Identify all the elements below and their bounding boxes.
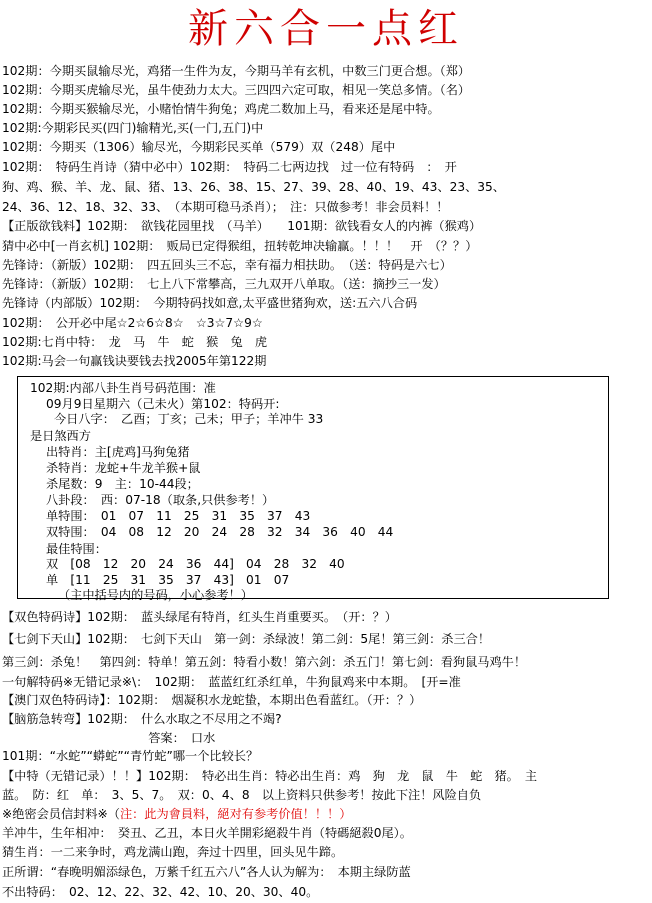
box-line: 杀特肖：龙蛇+牛龙羊猴+鼠 [46,461,201,475]
text-line-content: ※绝密会员信封料※（ [2,807,120,821]
text-line: 102期:七肖中特： 龙 马 牛 蛇 猴 兔 虎 [2,335,268,349]
text-line [2,653,650,672]
text-line [2,786,650,805]
box-line: 最佳特围： [46,542,107,556]
member-note: 注：此为會員料，絕对有参考价值！！！） [119,807,352,821]
text-line-content: 第三剑：杀兔！ 第四剑：特单！第五剑：特看小数！第六剑：杀五门！第七剑：看狗鼠马鸡牛！ [2,655,527,669]
text-line: 102期:马会一句赢钱诀要钱去找2005年第122期 [2,354,267,368]
text-line-content: 【七剑下天山】102期： 七剑下天山 第一剑：杀绿波！第二剑：5尾！第三剑：杀三合！ [2,632,491,646]
box-line: 出特肖：主[虎鸡]马狗兔猪 [46,445,190,459]
text-line-content: 蓝。 防：红 单： 3、5、7。 双：0、4、8 以上资料只供参考！按此下注！风险自负 [2,788,482,802]
text-line-content: 【澳门双色特码诗】：102期： 烟凝积水龙蛇蛰，本期出色看蓝红。（开：？） [2,693,422,707]
text-line: 102期： 特码生肖诗（猜中必中）102期： 特码二七两边找 过一位有特码 ： 开 [2,160,457,174]
text-line [2,824,650,843]
text-line-content: 101期：“水蛇”“蟒蛇”“青竹蛇”哪一个比较长？ [2,749,259,763]
box-line: 今日八字： 乙酉；丁亥；己未；甲子；羊冲牛 33 [54,412,324,426]
box-line: 八卦段： 西：07-18（取条,只供参考！） [46,493,275,507]
text-line [2,747,650,766]
text-line: 102期：今期买（1306）输尽光，今期彩民买单（579）双（248）尾中 [2,140,396,154]
bagua-range-box [17,376,609,602]
box-line: （主中括号内的号码，小心参考！） [58,588,253,602]
text-line [2,691,650,710]
box-line: 102期:内部八卦生肖号码范围：准 [30,381,216,395]
page-title: 新六合一点红 [188,6,464,52]
text-line-content: 【双色特码诗】102期： 蓝头绿尾有特肖，红头生肖重要买。 （开：？） [2,610,397,624]
text-line [2,863,650,882]
text-line-content: 猜生肖：一二来争时，鸡龙满山跑，奔过十四里，回头见牛蹄。 [2,845,344,859]
text-line-content: 羊冲牛，生年相冲： 癸丑、乙丑，本日火羊開彩絕殺牛肖（特碼絕殺0尾）。 [2,826,412,840]
text-line: 猜中必中[一肖玄机] 102期： 贩局已定得猴组，扭转乾坤决输赢。！！！ 开 （？？） [2,239,478,253]
text-line: 102期：今期买虎输尽光，虽牛使劲力太大。三四四六定可取，相见一笑总多情。（名） [2,83,471,97]
box-line: 单特围： 01 07 11 25 31 35 37 43 [46,509,311,523]
text-line-content: 一句解特码※无错记录※\： 102期： 蓝蓝红红杀红单，牛狗鼠鸡来中本期。 [开=准 [2,675,461,689]
text-line: 102期:今期彩民买(四门)输精光,买(一门,五门)中 [2,121,264,135]
text-line: 先锋诗：（新版）102期： 七上八下常攀高，三九双开八单取。（送：摘抄三一发） [2,277,446,291]
text-line [2,843,650,862]
text-line: 102期：今期买猴输尽光，小赌怡情牛狗兔；鸡虎二数加上马，看来还是尾中特。 [2,102,440,116]
text-line-content: 正所谓：“春晚明媚添绿色，万紫千红五六八”各人认为解为： 本期主绿防蓝 [2,865,411,879]
text-line [2,608,650,627]
text-line-content: 【脑筋急转弯】102期： 什么水取之不尽用之不竭? [2,712,282,726]
text-line [2,805,650,824]
box-line: 杀尾数：9 主：10-44段； [46,477,199,491]
text-line [2,767,650,786]
box-line: 双特围： 04 08 12 20 24 28 32 34 36 40 44 [46,525,394,539]
text-line: 24、36、12、18、32、33、 （本期可稳马杀肖）； 注：只做参考！非会员料！！ [2,200,449,214]
text-line: 先锋诗：（新版）102期： 四五回头三不忘，幸有福力相扶助。 （送：特码是六七） [2,258,452,272]
box-line: 09月9日星期六（己未火）第102：特码开: [46,397,280,411]
text-line: 先锋诗（内部版）102期： 今期特码找如意,太平盛世猪狗欢，送:五六八合码 [2,296,418,310]
box-line: 双 [08 12 20 24 36 44] 04 28 32 40 [46,557,345,571]
text-line-content: 【中特（无错记录）！！】102期： 特必出生肖：特必出生肖：鸡 狗 龙 鼠 牛 蛇 猪。 主 [2,769,538,783]
text-line [2,710,650,729]
text-line [2,630,650,649]
text-line: 【正版欲钱料】102期： 欲钱花园里找 （马羊） 101期：欲钱看女人的内裤（猴鸡） [2,219,482,233]
text-line-content: 答案： 口水 [2,731,216,745]
box-line: 单 [11 25 31 35 37 43] 01 07 [46,573,290,587]
text-line [2,883,650,902]
text-line [2,729,650,748]
text-line: 102期： 公开必中尾☆2☆6☆8☆ ☆3☆7☆9☆ [2,316,263,330]
text-line-content: 不出特码： 02、12、22、32、42、10、20、30、40。 [2,885,319,899]
box-line: 是日煞西方 [30,429,91,443]
text-line: 狗、鸡、猴、羊、龙、鼠、猪、13、26、38、15、27、39、28、40、19、43、23、35、 [2,180,505,194]
text-line: 102期：今期买鼠输尽光，鸡猪一生件为友，今期马羊有玄机，中数三门更合想。（郑） [2,64,471,78]
text-line [2,673,650,692]
